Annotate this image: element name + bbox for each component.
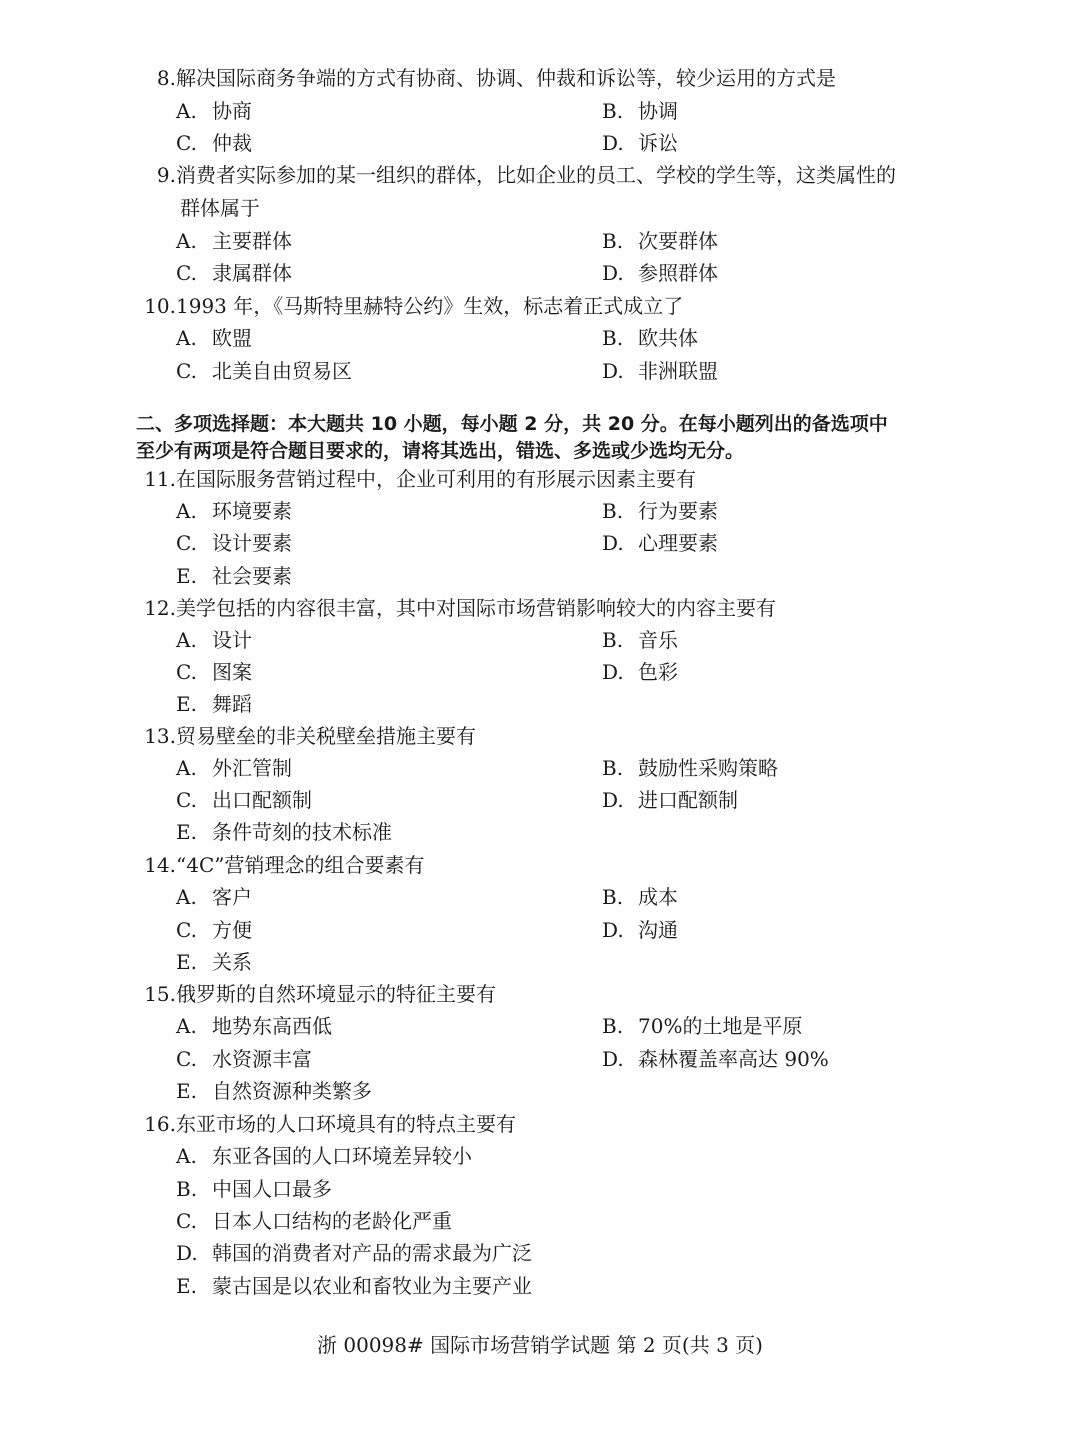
question-text: 在国际服务营销过程中，企业可利用的有形展示因素主要有: [176, 467, 696, 491]
option-c: C. 方便: [176, 918, 252, 942]
option-c: C. 出口配额制: [176, 788, 312, 812]
option-d: D. 非洲联盟: [602, 359, 718, 383]
question-8: [130, 62, 950, 94]
option-d: D. 参照群体: [602, 261, 718, 285]
option-d: D. 进口配额制: [602, 788, 738, 812]
option-a: A. 协商: [176, 99, 252, 123]
page-footer: 浙 00098# 国际市场营销学试题 第 2 页(共 3 页): [317, 1333, 763, 1357]
section-heading: [136, 411, 956, 465]
option-b: B. 次要群体: [602, 229, 718, 253]
question-text: 东亚市场的人口环境具有的特点主要有: [176, 1112, 516, 1136]
question-14: [130, 849, 950, 881]
question-16: [130, 1108, 950, 1140]
question-number: 16.: [144, 1112, 176, 1136]
option-a: A. 设计: [176, 628, 252, 652]
question-text: 贸易壁垒的非关税壁垒措施主要有: [176, 724, 476, 748]
option-c: C. 仲裁: [176, 131, 252, 155]
option-c: C. 北美自由贸易区: [176, 359, 352, 383]
option-d: D. 色彩: [602, 660, 678, 684]
option-b: B. 音乐: [602, 628, 678, 652]
question-text: 俄罗斯的自然环境显示的特征主要有: [176, 982, 496, 1006]
question-number: 15.: [144, 982, 176, 1006]
option-a: A. 主要群体: [176, 229, 292, 253]
question-11: [130, 463, 950, 495]
option-e: E. 自然资源种类繁多: [176, 1079, 372, 1103]
option-e: E. 舞蹈: [176, 692, 252, 716]
option-b: B. 协调: [602, 99, 678, 123]
option-c: C. 设计要素: [176, 531, 292, 555]
option-d: D. 诉讼: [602, 131, 678, 155]
question-number: 12.: [144, 596, 176, 620]
option-e: E. 社会要素: [176, 564, 292, 588]
option-b: B. 鼓励性采购策略: [602, 756, 778, 780]
question-text: 美学包括的内容很丰富，其中对国际市场营销影响较大的内容主要有: [176, 596, 776, 620]
option-c: C. 图案: [176, 660, 252, 684]
question-13: [130, 720, 950, 752]
option-d: D. 沟通: [602, 918, 678, 942]
question-text: 解决国际商务争端的方式有协商、协调、仲裁和诉讼等，较少运用的方式是: [176, 66, 836, 90]
question-number: 8.: [156, 66, 176, 90]
option-b: B. 中国人口最多: [176, 1177, 332, 1201]
option-d: D. 韩国的消费者对产品的需求最为广泛: [176, 1241, 532, 1265]
question-number: 10.: [144, 294, 176, 318]
option-c: C. 水资源丰富: [176, 1047, 312, 1071]
question-15: [130, 978, 950, 1010]
question-number: 13.: [144, 724, 176, 748]
question-text-continued: 群体属于: [180, 196, 260, 220]
option-e: E. 条件苛刻的技术标准: [176, 820, 392, 844]
option-e: E. 关系: [176, 950, 252, 974]
option-a: A. 东亚各国的人口环境差异较小: [176, 1144, 472, 1168]
question-number: 14.: [144, 853, 176, 877]
option-a: A. 客户: [176, 885, 252, 909]
question-12: [130, 592, 950, 624]
question-text: 1993 年，《马斯特里赫特公约》生效，标志着正式成立了: [176, 294, 684, 318]
option-b: B. 欧共体: [602, 326, 698, 350]
option-b: B. 成本: [602, 885, 678, 909]
question-text: 消费者实际参加的某一组织的群体，比如企业的员工、学校的学生等，这类属性的: [176, 163, 896, 187]
option-e: E. 蒙古国是以农业和畜牧业为主要产业: [176, 1274, 532, 1298]
option-d: D. 森林覆盖率高达 90%: [602, 1047, 829, 1071]
option-b: B. 70%的土地是平原: [602, 1014, 803, 1038]
option-c: C. 隶属群体: [176, 261, 292, 285]
question-text: “4C”营销理念的组合要素有: [176, 853, 425, 877]
section-heading-line-2: 至少有两项是符合题目要求的，请将其选出，错选、多选或少选均无分。: [136, 440, 745, 462]
section-heading-line-1: 二、多项选择题：本大题共 10 小题，每小题 2 分，共 20 分。在每小题列出的备选项中: [136, 413, 888, 435]
question-number: 11.: [144, 467, 176, 491]
question-10: [130, 290, 950, 322]
option-d: D. 心理要素: [602, 531, 718, 555]
option-c: C. 日本人口结构的老龄化严重: [176, 1209, 452, 1233]
question-9: [130, 159, 950, 191]
option-a: A. 外汇管制: [176, 756, 292, 780]
option-b: B. 行为要素: [602, 499, 718, 523]
option-a: A. 环境要素: [176, 499, 292, 523]
option-a: A. 地势东高西低: [176, 1014, 332, 1038]
question-number: 9.: [156, 163, 176, 187]
option-a: A. 欧盟: [176, 326, 252, 350]
